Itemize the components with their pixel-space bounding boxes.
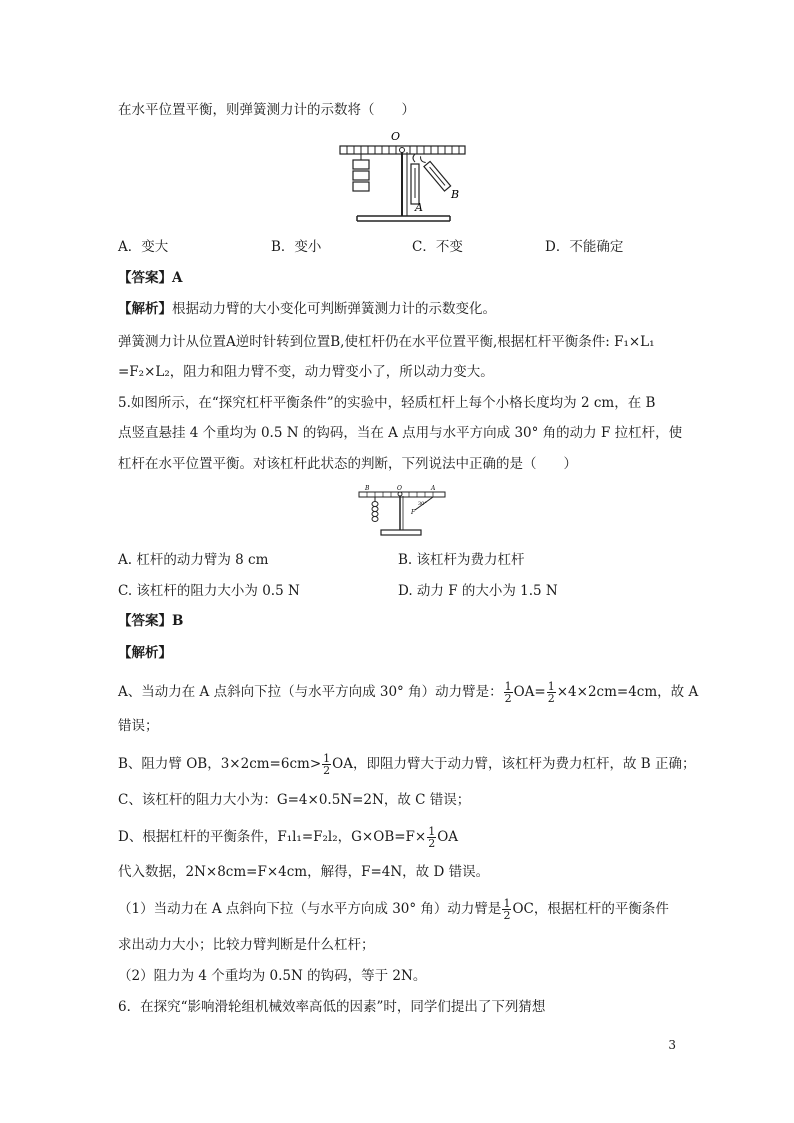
frac-num: 1 <box>428 825 436 838</box>
q5-answer: 【答案】B <box>118 613 184 629</box>
q5-note-1-pre: （1）当动力在 A 点斜向下拉（与水平方向成 30° 角）动力臂是 <box>118 901 502 917</box>
fraction-half <box>427 826 436 849</box>
q5-analysis-tag: 【解析】 <box>118 645 172 661</box>
frac-den: 2 <box>504 692 512 705</box>
q5-note-3: （2）阻力为 4 个重均为 0.5N 的钩码，等于 2N。 <box>118 968 427 984</box>
q4-label-o: O <box>391 130 401 143</box>
q5-choice-a: A. 杠杆的动力臂为 8 cm <box>118 552 269 568</box>
q4-label-b: B <box>451 188 460 201</box>
q5-label-angle: 30° <box>418 501 427 507</box>
q4-lever-figure <box>335 128 470 228</box>
q5-analysis-b <box>118 753 695 776</box>
q5-label-f: F <box>411 509 416 516</box>
q5-analysis-c: C、该杠杆的阻力大小为：G=4×0.5N=2N，故 C 错误； <box>118 792 471 808</box>
q5-d-post: OA <box>437 829 459 845</box>
q4-analysis-1-text: 根据动力臂的大小变化可判断弹簧测力计的示数变化。 <box>172 301 496 317</box>
q5-note-2: 求出动力大小；比较力臂判断是什么杠杆； <box>118 937 375 953</box>
frac-den: 2 <box>323 764 331 777</box>
q5-choice-b: B. 该杠杆为费力杠杆 <box>398 552 525 568</box>
q4-choice-d: D．不能确定 <box>545 239 624 255</box>
q5-lever-figure <box>355 484 450 542</box>
frac-num: 1 <box>547 680 555 693</box>
frac-num: 1 <box>504 680 512 693</box>
q5-a-pre: A、当动力在 A 点斜向下拉（与水平方向成 30° 角）动力臂是： <box>118 684 503 700</box>
q5-note-1 <box>118 898 669 921</box>
q4-analysis-1 <box>118 299 496 319</box>
q5-a-post: ×4×2cm=4cm，故 A <box>556 684 699 700</box>
q5-b-pre: B、阻力臂 OB，3×2cm=6cm> <box>118 756 322 772</box>
q4-choice-a: A．变大 <box>118 239 169 255</box>
frac-den: 2 <box>547 692 555 705</box>
fraction-half <box>547 681 556 704</box>
q5-choice-c: C. 该杠杆的阻力大小为 0.5 N <box>118 583 300 599</box>
q5-analysis-d <box>118 826 458 849</box>
q5-stem-2: 点竖直悬挂 4 个重均为 0.5 N 的钩码，当在 A 点用与水平方向成 30° 角的动力 F 拉杠杆，使 <box>118 425 683 441</box>
q5-analysis-a-2: 错误； <box>118 718 159 734</box>
q5-note-1-post: OC，根据杠杆的平衡条件 <box>512 901 669 917</box>
q5-choice-d: D. 动力 F 的大小为 1.5 N <box>398 583 558 599</box>
fraction-half <box>504 681 513 704</box>
q5-analysis-a-1 <box>118 681 698 704</box>
q4-choice-c: C．不变 <box>412 239 463 255</box>
q4-analysis-2: 弹簧测力计从位置A逆时针转到位置B,使杠杆仍在水平位置平衡,根据杠杆平衡条件: F₁×L₁ <box>118 334 655 350</box>
q6-stem: 6．在探究“影响滑轮组机械效率高低的因素”时，同学们提出了下列猜想 <box>118 999 546 1015</box>
q5-label-a: A <box>431 485 436 492</box>
q4-analysis-tag: 【解析】 <box>118 301 172 317</box>
fraction-half <box>502 898 511 921</box>
q4-analysis-3: =F₂×L₂，阻力和阻力臂不变，动力臂变小了，所以动力变大。 <box>118 364 494 380</box>
frac-den: 2 <box>503 909 511 922</box>
q5-stem-3: 杠杆在水平位置平衡。对该杠杆此状态的判断，下列说法中正确的是（ ） <box>118 456 577 472</box>
q5-d-pre: D、根据杠杆的平衡条件，F₁l₁=F₂l₂，G×OB=F× <box>118 829 427 845</box>
q5-label-b: B <box>365 485 370 492</box>
q5-substitution: 代入数据，2N×8cm=F×4cm，解得，F=4N，故 D 错误。 <box>118 864 490 880</box>
q5-label-o: O <box>397 485 402 492</box>
q4-choice-b: B．变小 <box>271 239 322 255</box>
q4-stem: 在水平位置平衡，则弹簧测力计的示数将（ ） <box>118 102 415 118</box>
q4-answer: 【答案】A <box>118 270 183 286</box>
frac-num: 1 <box>503 897 511 910</box>
frac-num: 1 <box>323 752 331 765</box>
q5-stem-1: 5.如图所示，在“探究杠杆平衡条件”的实验中，轻质杠杆上每个小格长度均为 2 cm，在 B <box>118 395 656 411</box>
q5-a-mid: OA= <box>513 684 546 700</box>
q4-label-a: A <box>415 201 423 214</box>
fraction-half <box>322 753 331 776</box>
frac-den: 2 <box>428 837 436 850</box>
page-number: 3 <box>668 1038 676 1052</box>
q5-b-post: OA，即阻力臂大于动力臂，该杠杆为费力杠杆，故 B 正确； <box>332 756 696 772</box>
